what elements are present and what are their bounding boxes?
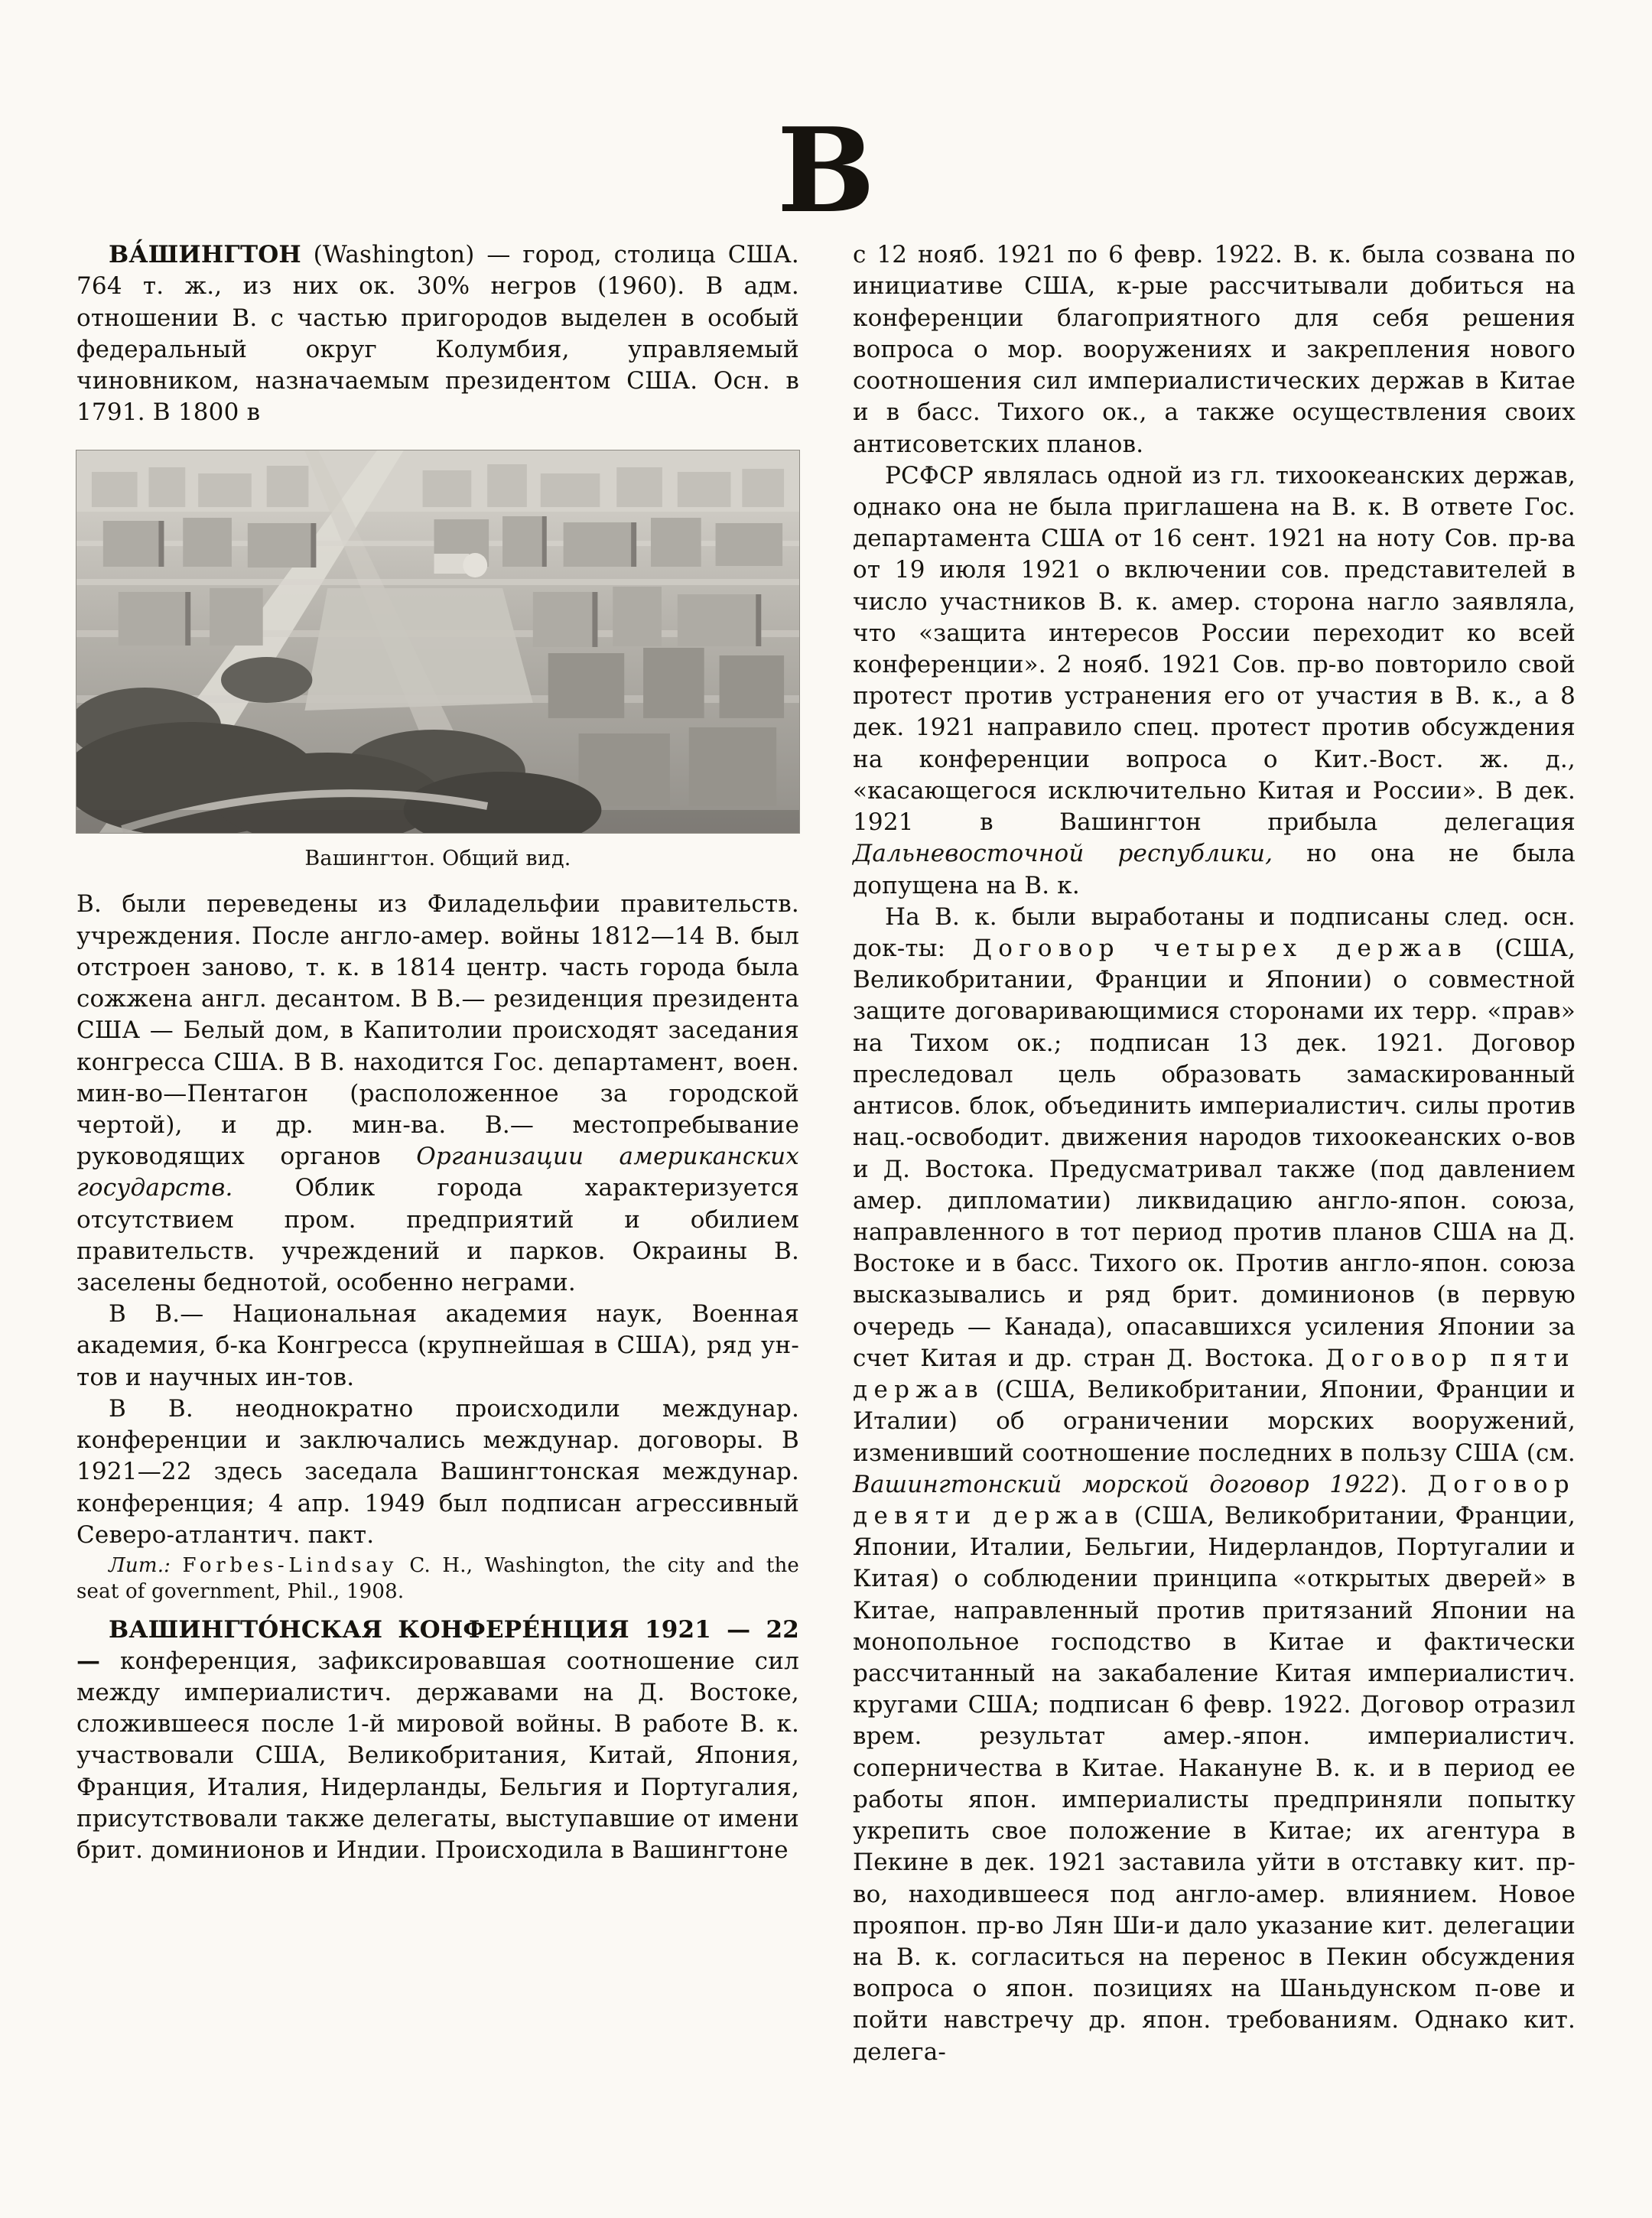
photo-figure [76, 450, 799, 873]
text-run: (США, Великобритании, Японии, Франции и Италии) об ограничении морских вооружений, изменивший соотношение последних в пользу США (см. [853, 1376, 1576, 1467]
text-run: конференция, зафиксировавшая соотношение сил между империалистич. державами на Д. Востоке, сложившееся после 1-й мировой войны. В работе В. к. участвовали США, Великобритания, Китай, Япония, Франция, Италия, Нидерланды, Бельгия и Португалия, присутствовали также делегаты, выступавшие от имени брит. доминионов и Индии. Происходила в Вашингтоне [76, 1647, 799, 1865]
text-run: В. были переведены из Филадельфии правительств. учреждения. После англо-амер. войны 1812—14 В. был отстроен заново, т. к. в 1814 центр. часть города была сожжена англ. десантом. В В.— резиденция президента США — Белый дом, в Капитолии происходят заседания конгресса США. В В. находится Гос. департамент, воен. мин-во—Пентагон (расположенное за городской чертой), и др. мин-ва. В.— местопребывание руководящих органов [76, 890, 799, 1171]
washington-paragraph-conferences: В В. неоднократно происходили междунар. конференции и заключались междунар. договоры. В 1921—22 здесь заседала Вашингтонская междунар. конференция; 4 апр. 1949 был подписан агрессивный Северо-атлантич. пакт. [76, 1394, 799, 1549]
photo-caption: Вашингтон. Общий вид. [304, 846, 571, 870]
text-run: Облик города характеризуется отсутствием пром. предприятий и обилием правительств. учреждений и парков. Окраины В. заселены беднотой, особенно неграми. [76, 1174, 799, 1297]
aerial-photo-illustration [76, 450, 799, 833]
text-run: (США, Великобритании, Франции и Японии) о совместной защите договаривающимися сторонами их терр. «прав» на Тихом ок.; подписан 13 дек. 1921. Договор преследовал цель образовать замаскированный антисов. блок, объединить империалистич. силы против нац.-освободит. движения народов тихоокеанских о-вов и Д. Востока. Предусматривал также (под давлением амер. дипломатии) ликвидацию англо-япон. союза, направленного в тот период против планов США на Д. Востоке и в басс. Тихого ок. Против англо-япон. союза высказывались и ряд брит. доминионов (в первую очередь — Канада), опасавшихся усиления Японии за счет Китая и др. стран Д. Востока. [853, 935, 1576, 1372]
italic-term-naval-treaty: Вашингтонский морской договор 1922 [853, 1470, 1390, 1498]
text-run: РСФСР являлась одной из гл. тихоокеанских держав, однако она не была приглашена на В. к. В ответе Гос. департамента США от 16 сент. 1921 на ноту Сов. пр-ва от 19 июля 1921 о включении сов. представителей в число участников В. к. амер. сторона нагло заявляла, что «защита интересов России переходит ко всей конференции». 2 нояб. 1921 Сов. пр-во повторило свой протест против устранения его от участия в В. к., а 8 дек. 1921 направило спец. протест против обсуждения на конференции вопроса о Кит.-Вост. ж. д., «касающегося исключительно Китая и России». В дек. 1921 в Вашингтон прибыла делегация [853, 461, 1576, 837]
spaced-term-four-power-treaty: Договор четырех держав [972, 935, 1468, 962]
text-run: (США, Великобритании, Франции, Японии, Италии, Бельгии, Нидерландов, Португалии и Китая) о соблюдении принципа «открытых дверей» в Китае, направленный против притязаний Японии на монопольное господство в Китае и фактически рассчитанный на закабаление Китая империалистич. кругами США; подписан 6 февр. 1922. Договор отразил врем. результат амер.-япон. империалистич. соперничества в Китае. Накануне В. к. и в период ее работы япон. империалисты предприняли попытку укрепить свое положение в Китае; их агентура в Пекине в дек. 1921 заставила уйти в отставку кит. пр-во, находившееся под англо-амер. влиянием. Новое прояпон. пр-во Лян Ши-и дало указание кит. делегации на В. к. согласиться на перенос в Пекин обсуждения вопроса о япон. позициях на Шаньдунском п-ове и пойти навстречу др. япон. требованиям. Однако кит. делега- [853, 1501, 1576, 2066]
article-washington-lead-paragraph [76, 239, 799, 428]
conference-paragraph-treaties [853, 902, 1576, 2068]
text-run: (Washington) — город, столица США. 764 т. ж., из них ок. 30% негров (1960). В адм. отношении В. с частью пригородов выделен в особый федеральный округ Колумбия, управляемый чиновником, назначаемым президентом США. Осн. в 1791. В 1800 в [76, 241, 799, 427]
conference-paragraph-dates: с 12 нояб. 1921 по 6 февр. 1922. В. к. была созвана по инициативе США, к-рые рассчитывали добиться на конференции благоприятного для себя решения вопроса о мор. вооружениях и закрепления нового соотношения сил империалистических держав в Китае и в басс. Тихого ок., а также осуществления своих антисоветских планов. [853, 241, 1576, 458]
italic-term-oas: Организации американских государств. [76, 1143, 799, 1202]
article-title-conference: ВАШИНГТО́НСКАЯ КОНФЕРЕ́НЦИЯ 1921 — 22 — [76, 1615, 799, 1675]
bibliography-label: Лит.: [109, 1554, 183, 1577]
text-run: но она не была допущена на В. к. [853, 840, 1576, 899]
washington-paragraph-institutions: В В.— Национальная академия наук, Военная академия, б-ка Конгресса (крупнейшая в США), ряд ун-тов и научных ин-тов. [76, 1300, 799, 1391]
bibliography [76, 1553, 799, 1605]
conference-paragraph-rsfsr [853, 460, 1576, 902]
text-run: C. H., Washington, the city and the seat of government, Phil., 1908. [76, 1554, 799, 1603]
bibliography-author: Forbes-Lindsay [182, 1554, 398, 1577]
text-run: На В. к. были выработаны и подписаны след. осн. док-ты: [853, 902, 1576, 962]
spaced-term-five-power-treaty: Договор пяти держав [853, 1344, 1576, 1404]
spaced-term-nine-power-treaty: Договор девяти держав [853, 1470, 1576, 1530]
two-column-layout [0, 239, 1652, 2175]
article-conference-lead-paragraph [76, 1615, 799, 1867]
section-letter: В [776, 102, 876, 239]
left-column [76, 239, 799, 2068]
washington-aerial-photo [76, 450, 799, 833]
washington-paragraph-city [76, 889, 799, 1299]
italic-term-fer: Дальневосточной республики, [853, 840, 1273, 868]
text-run: ). [1390, 1470, 1428, 1498]
right-column [853, 239, 1576, 2068]
article-title-washington: ВА́ШИНГТОН [109, 241, 301, 269]
